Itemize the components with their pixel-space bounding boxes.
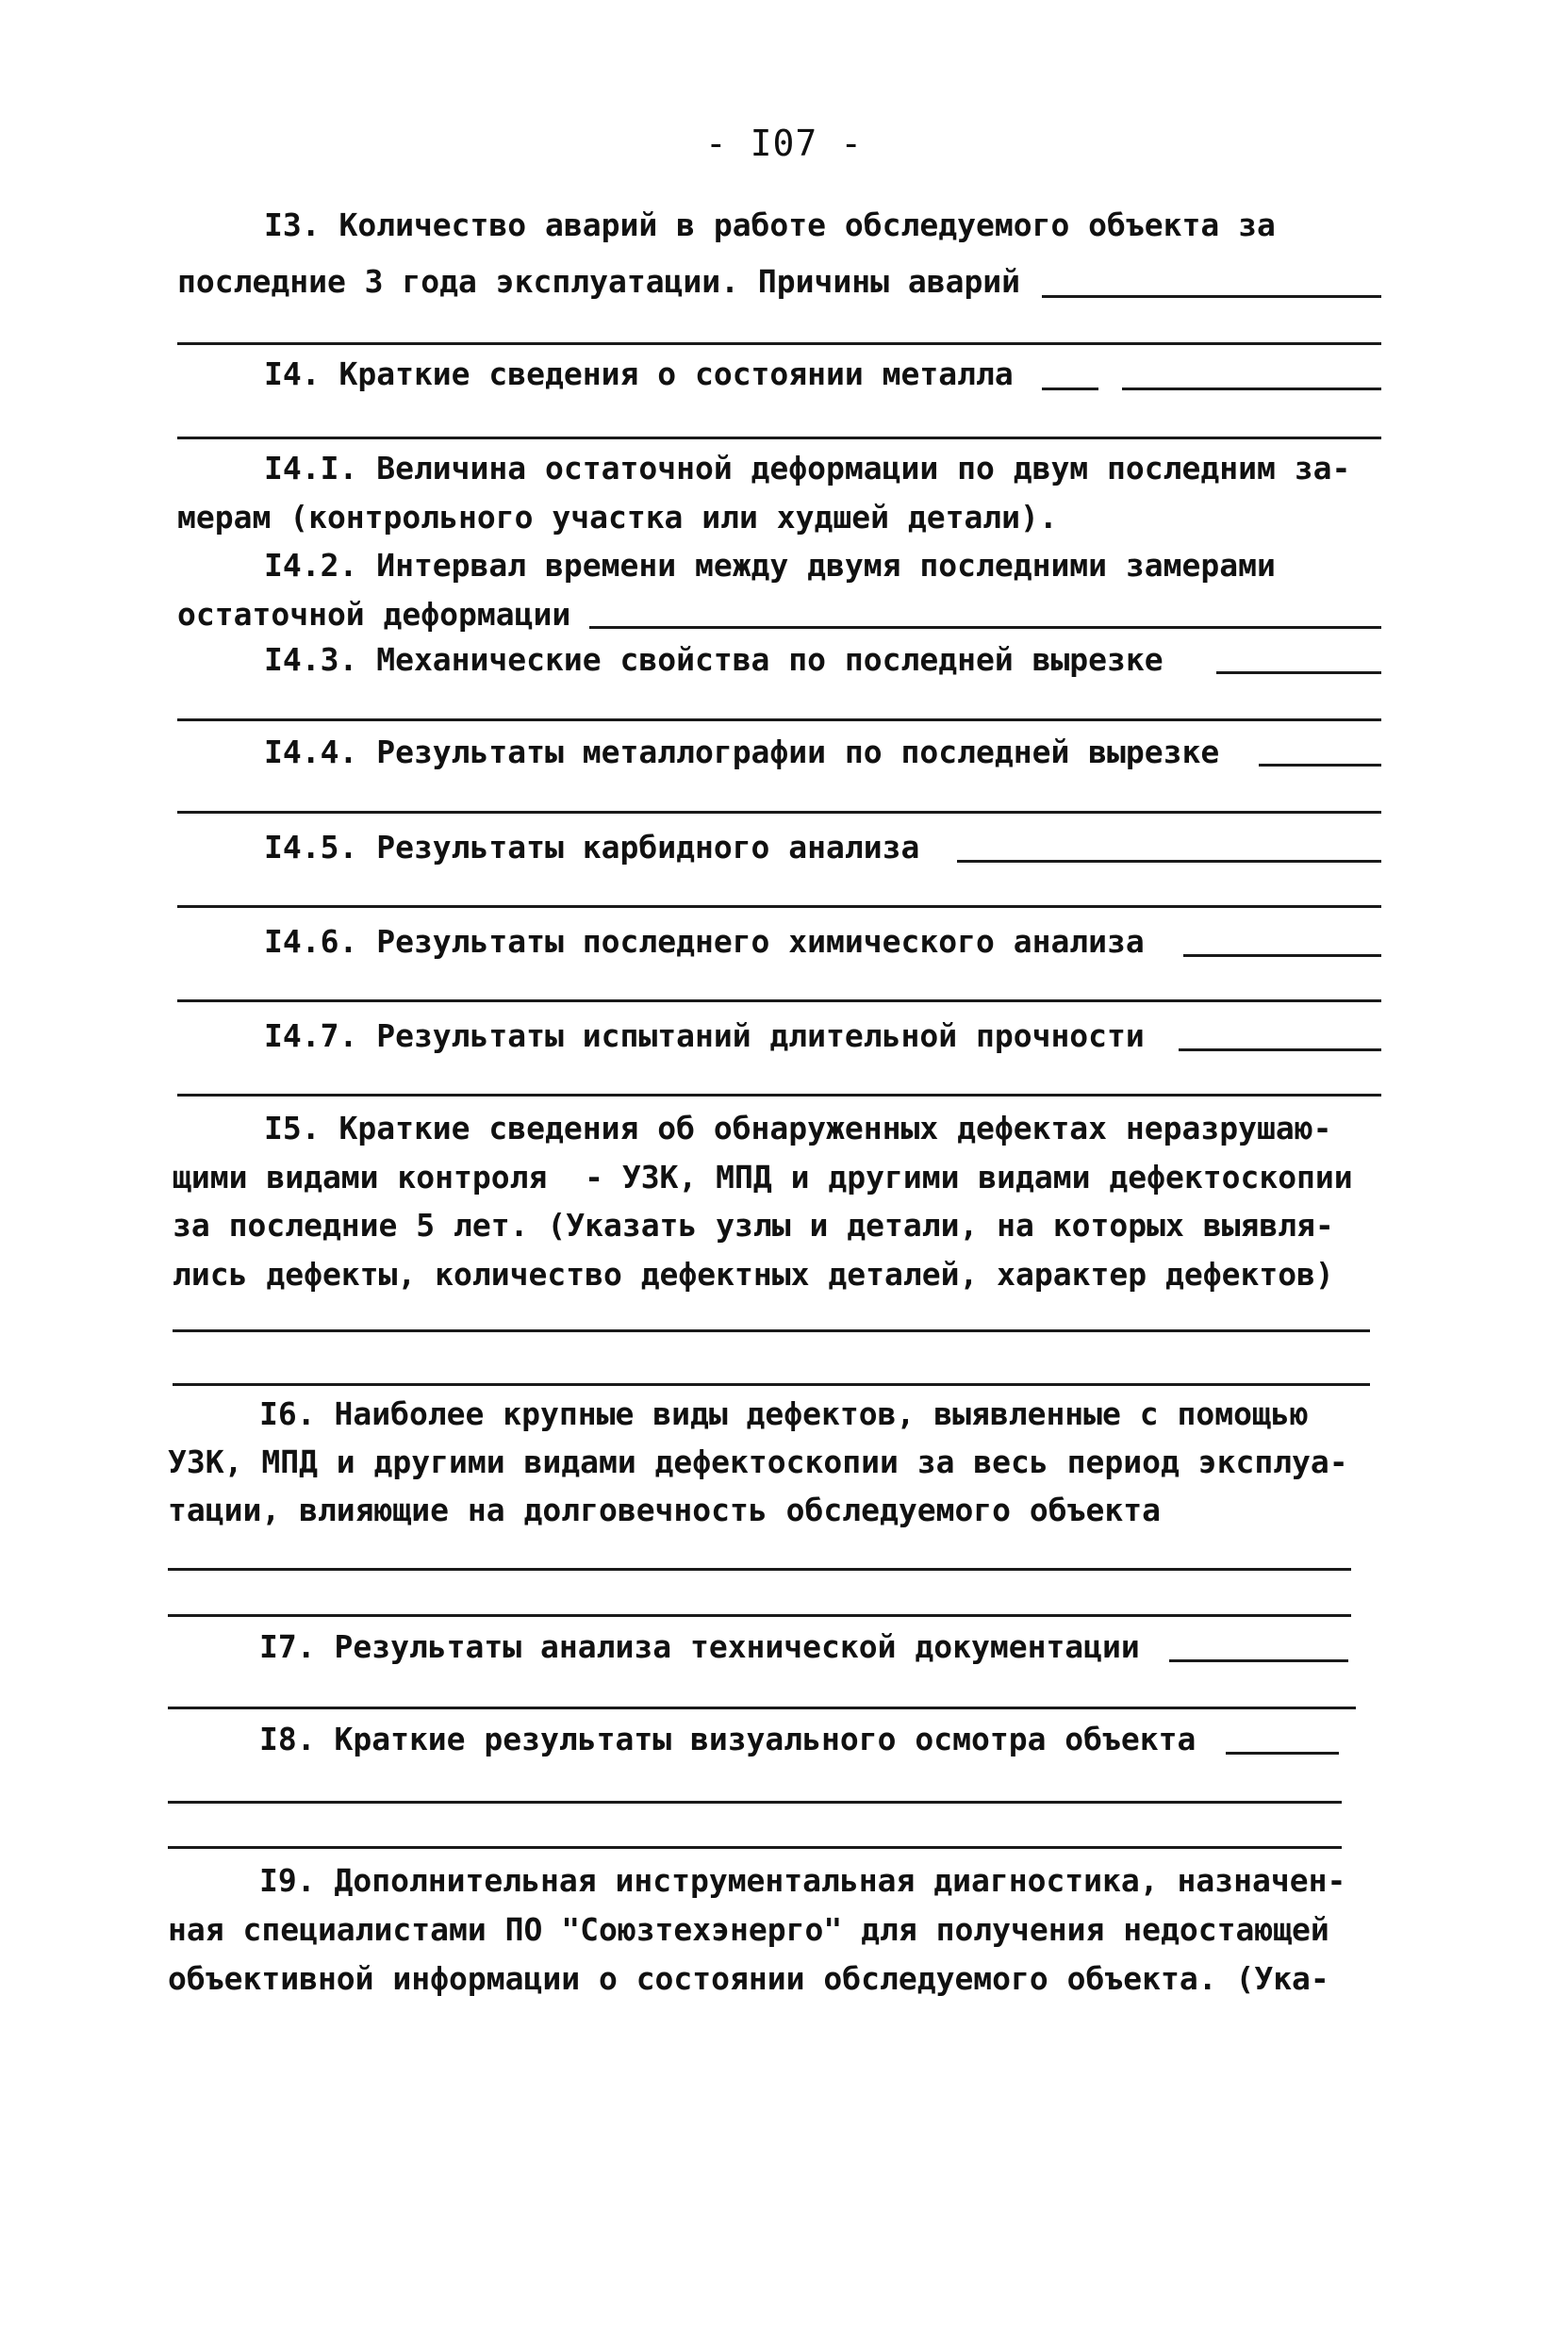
item-13-line-2: последние 3 года эксплуатации. Причины аварий [177,263,1021,300]
item-14-answer-line[interactable] [177,437,1381,439]
item-19-line-2: ная специалистами ПО "Союзтехэнерго" для получения недостающей [168,1911,1329,1948]
item-14-5-line: I4.5. Результаты карбидного анализа [264,829,920,866]
item-14-2-line-1: I4.2. Интервал времени между двумя последними замерами [264,547,1276,584]
item-15-answer-line-2[interactable] [173,1383,1370,1386]
item-13-fill-line[interactable] [1042,295,1381,298]
item-18-line: I8. Краткие результаты визуального осмотра объекта [259,1721,1197,1757]
item-14-5-answer-line[interactable] [177,905,1381,908]
item-14-1-line-2: мерам (контрольного участка или худшей детали). [177,499,1058,536]
item-16-answer-line-1[interactable] [168,1568,1351,1571]
item-16-line-3: тации, влияющие на долговечность обследуемого объекта [168,1492,1161,1528]
item-16-answer-line-2[interactable] [168,1614,1351,1617]
item-14-6-line: I4.6. Результаты последнего химического анализа [264,923,1145,960]
item-19-line-1: I9. Дополнительная инструментальная диагностика, назначен- [259,1862,1346,1899]
item-15-line-2: щими видами контроля - УЗК, МПД и другими видами дефектоскопии [173,1159,1353,1196]
item-15-line-1: I5. Краткие сведения об обнаруженных дефектах неразрушаю- [264,1110,1332,1146]
item-16-line-2: УЗК, МПД и другими видами дефектоскопии за весь период эксплуа- [168,1443,1348,1480]
item-13-answer-line[interactable] [177,342,1381,345]
item-15-answer-line-1[interactable] [173,1329,1370,1332]
item-14-7-line: I4.7. Результаты испытаний длительной прочности [264,1017,1145,1054]
item-14-5-fill-line[interactable] [957,860,1381,863]
item-14-7-answer-line[interactable] [177,1094,1381,1097]
page-number: - I07 - [704,123,864,164]
item-14-1-line-1: I4.I. Величина остаточной деформации по двум последним за- [264,450,1351,487]
item-14-2-fill-line[interactable] [589,626,1381,629]
item-14-line: I4. Краткие сведения о состоянии металла [264,355,1014,392]
item-15-line-4: лись дефекты, количество дефектных деталей, характер дефектов) [173,1256,1334,1293]
item-14-fill-line-a[interactable] [1042,388,1098,390]
item-17-fill-line[interactable] [1169,1659,1348,1662]
item-13-line-1: I3. Количество аварий в работе обследуемого объекта за [264,206,1276,243]
item-14-3-line: I4.3. Механические свойства по последней вырезке [264,641,1164,678]
item-14-4-answer-line[interactable] [177,811,1381,814]
item-14-7-fill-line[interactable] [1179,1048,1381,1051]
item-14-4-fill-line[interactable] [1259,764,1381,767]
item-14-6-answer-line[interactable] [177,999,1381,1002]
item-14-4-line: I4.4. Результаты металлографии по последней вырезке [264,734,1220,770]
item-18-answer-line-1[interactable] [168,1801,1342,1804]
item-14-3-answer-line[interactable] [177,718,1381,721]
item-14-6-fill-line[interactable] [1183,954,1381,957]
item-18-answer-line-2[interactable] [168,1846,1342,1849]
item-15-line-3: за последние 5 лет. (Указать узлы и детали, на которых выявля- [173,1207,1334,1244]
item-18-fill-line[interactable] [1226,1752,1339,1755]
item-16-line-1: I6. Наиболее крупные виды дефектов, выявленные с помощью [259,1395,1309,1432]
item-14-3-fill-line[interactable] [1216,671,1381,674]
item-17-answer-line[interactable] [168,1707,1356,1709]
item-19-line-3: объективной информации о состоянии обследуемого объекта. (Ука- [168,1960,1329,1997]
item-14-2-line-2: остаточной деформации [177,596,571,633]
item-14-fill-line-b[interactable] [1122,388,1381,390]
item-17-line: I7. Результаты анализа технической документации [259,1628,1140,1665]
